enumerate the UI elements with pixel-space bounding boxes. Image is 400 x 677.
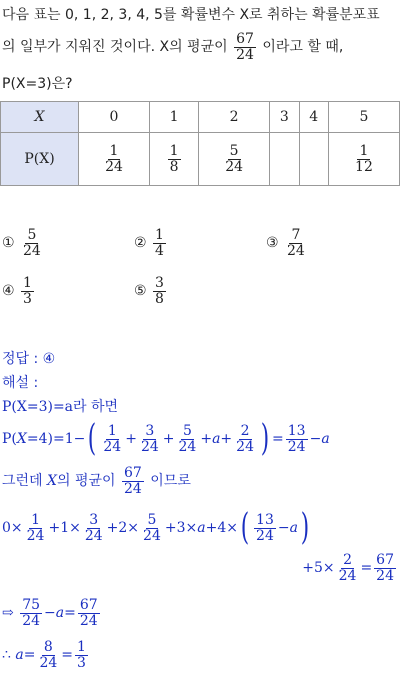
choice-1[interactable] xyxy=(2,228,45,258)
x-cell: 5 xyxy=(328,102,399,133)
probability-table xyxy=(0,101,400,186)
x-cell: 4 xyxy=(299,102,328,133)
step-3-prefix: 그런데 xyxy=(2,473,43,490)
solution-step-7: ∴ a= $\frac{8}{24}$ = $\frac{1}{3}$ xyxy=(2,639,86,671)
step-3-mean: $\frac{67}{24}$ xyxy=(124,465,142,497)
table-head-x: X xyxy=(1,102,79,133)
step-3-suffix: 이므로 xyxy=(150,473,191,490)
question-line-2 xyxy=(2,32,343,62)
choice-3-fraction: $\frac{7}{24}$ xyxy=(287,227,305,259)
answer-line: 정답 : ④ xyxy=(2,351,56,367)
arrow-icon: ⇨ xyxy=(2,605,14,622)
prob-cell: $\frac{1}{24}$ xyxy=(79,133,150,186)
x-cell: 3 xyxy=(270,102,299,133)
choice-4[interactable] xyxy=(2,276,36,306)
solution-step-1 xyxy=(2,396,118,416)
step-1-expr: P(X=3)=a xyxy=(2,399,74,415)
choice-5-fraction: $\frac{3}{8}$ xyxy=(155,275,164,307)
prob-cell-empty xyxy=(270,133,299,186)
step-1-tail: 라 하면 xyxy=(73,399,119,415)
choice-2-mark: ② xyxy=(134,235,147,252)
table-head-p: P(X) xyxy=(1,133,79,186)
table-row-x xyxy=(1,102,400,133)
choice-1-fraction: $\frac{5}{24}$ xyxy=(23,227,41,259)
table-row-p xyxy=(1,133,400,186)
choice-4-fraction: $\frac{1}{3}$ xyxy=(23,275,32,307)
therefore-icon: ∴ xyxy=(2,647,11,664)
question-line-2-tail: 이라고 할 때, xyxy=(262,39,344,56)
prob-cell: $\frac{1}{8}$ xyxy=(150,133,199,186)
solution-step-5: +5× $\frac{2}{24}$ = $\frac{67}{24}$ xyxy=(302,552,394,584)
question-line-2-text: 의 일부가 지워진 것이다. X의 평균이 xyxy=(2,39,228,56)
choice-5-mark: ⑤ xyxy=(134,283,147,300)
solution-step-3 xyxy=(2,466,191,496)
x-cell: 1 xyxy=(150,102,199,133)
choice-1-mark: ① xyxy=(2,235,15,252)
solution-step-6: ⇨ $\frac{75}{24}$ −a= $\frac{67}{24}$ xyxy=(2,597,98,629)
question-line-3: P(X=3)은? xyxy=(2,76,73,92)
mean-fraction: $\frac{67}{24}$ xyxy=(236,31,254,63)
choice-2[interactable] xyxy=(134,228,168,258)
x-cell: 0 xyxy=(79,102,150,133)
step-3-mid: 의 평균이 xyxy=(57,473,116,490)
choice-3[interactable] xyxy=(266,228,309,258)
x-cell: 2 xyxy=(199,102,270,133)
question-line-1: 다음 표는 0, 1, 2, 3, 4, 5를 확률변수 X로 취하는 확률분포표 xyxy=(2,7,380,23)
solution-step-4: 0× $\frac{1}{24}$ +1× $\frac{3}{24}$ +2× $\frac{5}{24}$ +3×a+4×( $\frac{13}{24}$ −a) xyxy=(2,507,310,548)
explain-label: 해설 : xyxy=(2,375,39,391)
choice-3-mark: ③ xyxy=(266,235,279,252)
prob-cell: $\frac{5}{24}$ xyxy=(199,133,270,186)
step-3-var: X xyxy=(47,473,57,490)
choice-4-mark: ④ xyxy=(2,283,15,300)
prob-cell: $\frac{1}{12}$ xyxy=(328,133,399,186)
choice-5[interactable] xyxy=(134,276,168,306)
choice-2-fraction: $\frac{1}{4}$ xyxy=(155,227,164,259)
prob-cell-empty xyxy=(299,133,328,186)
solution-step-2: P(X=4)=1−( $\frac{1}{24}$ + $\frac{3}{24}$ + $\frac{5}{24}$ +a+ $\frac{2}{24}$ ) = $\frac{13}{24}$ −a xyxy=(2,418,330,459)
